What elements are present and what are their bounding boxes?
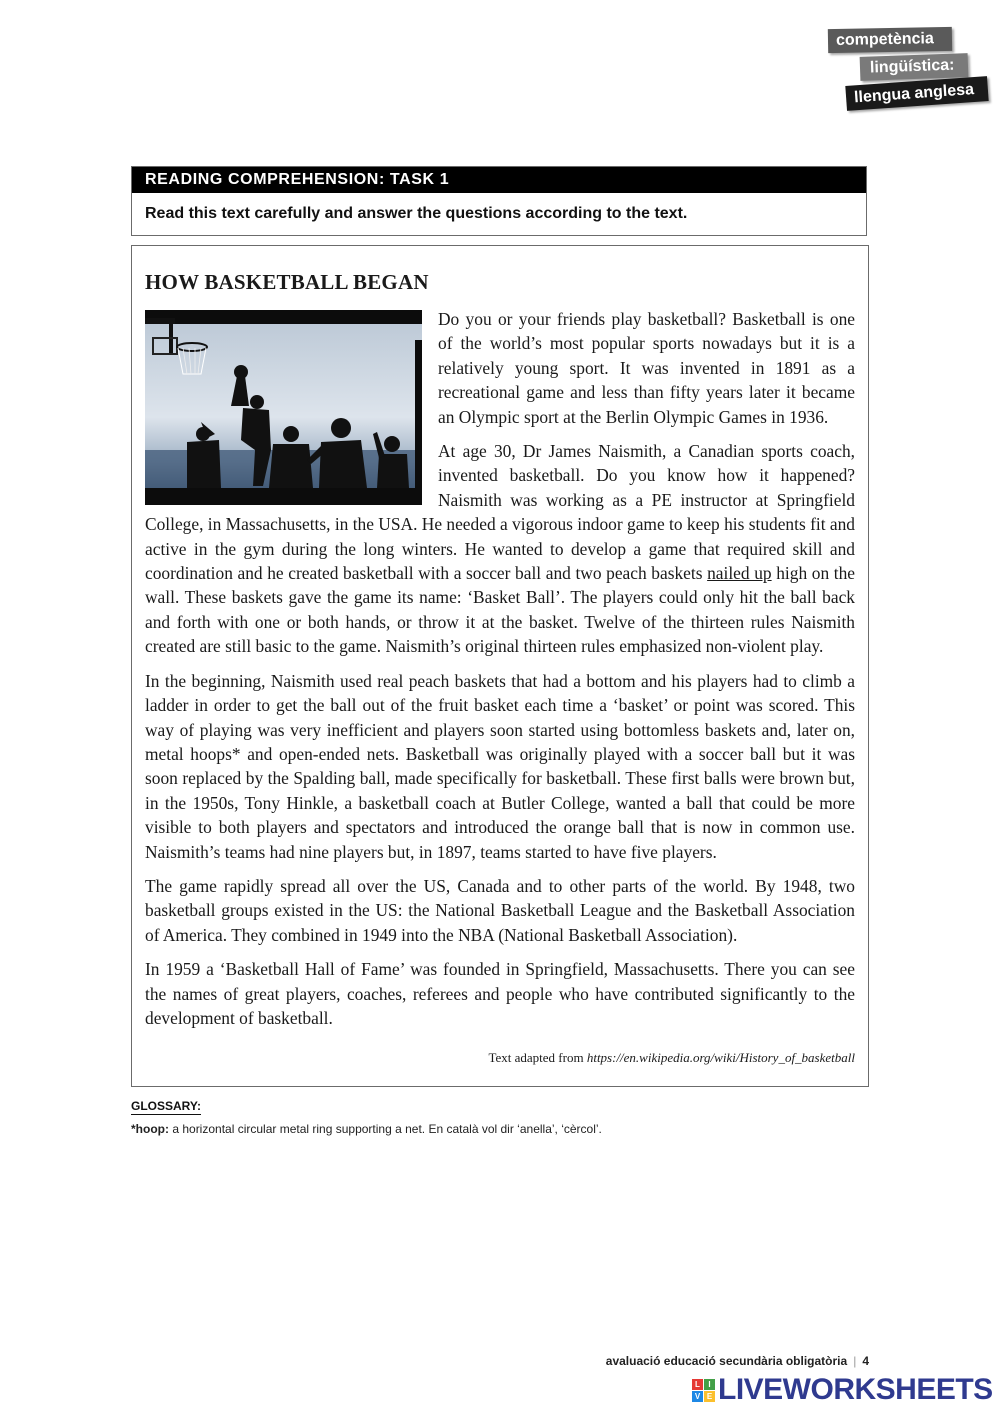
paragraph-1: Do you or your friends play basketball? Basketball is one of the world’s most popular sports nowadays but it is a relatively young sport. It was invented in 1891 as a recreational game and less than fifty years later it became an Olympic sport at the Berlin Olympic Games in 1936. bbox=[438, 309, 855, 427]
logo-letter-l: L bbox=[692, 1379, 703, 1390]
underlined-phrase: nailed up bbox=[707, 563, 772, 584]
footer-separator: | bbox=[853, 1354, 857, 1368]
source-url: https://en.wikipedia.org/wiki/History_of_basketball bbox=[586, 1050, 855, 1066]
logo-letter-e: E bbox=[704, 1391, 715, 1402]
footer-label: avaluació educació secundària obligatòria bbox=[605, 1354, 848, 1368]
sticker-llengua-anglesa: llengua anglesa bbox=[845, 76, 988, 111]
task-title: READING COMPREHENSION: TASK 1 bbox=[132, 167, 866, 193]
reading-text-box bbox=[131, 245, 869, 1087]
glossary-item bbox=[131, 1122, 602, 1136]
logo-letter-v: V bbox=[692, 1391, 703, 1402]
paragraph-4: The game rapidly spread all over the US, Canada and to other parts of the world. By 1948, two basketball groups existed in the US: the National Basketball League and the Basketball Association of America. They combined in 1949 into the NBA (National Basketball Association). bbox=[145, 875, 855, 945]
task-instruction: Read this text carefully and answer the questions according to the text. bbox=[145, 205, 688, 222]
task-header bbox=[131, 166, 867, 236]
paragraph-5: In 1959 a ‘Basketball Hall of Fame’ was founded in Springfield, Massachusetts. There you can see the names of great players, coaches, referees and people who have contributed significantly to the development of basketball. bbox=[145, 959, 855, 1028]
glossary-definition: a horizontal circular metal ring supporting a net. En català vol dir ‘anella’, ‘cèrcol’. bbox=[169, 1122, 602, 1136]
sticker-linguistica: lingüística: bbox=[860, 53, 969, 81]
glossary-heading: GLOSSARY: bbox=[131, 1099, 202, 1113]
sticker-competencia: competència bbox=[828, 27, 952, 53]
source-citation bbox=[145, 1050, 855, 1066]
glossary-term: *hoop: bbox=[131, 1122, 169, 1136]
article-title: HOW BASKETBALL BEGAN bbox=[145, 270, 429, 294]
page-footer bbox=[606, 1354, 869, 1368]
source-prefix: Text adapted from bbox=[488, 1050, 587, 1066]
paragraph-3: In the beginning, Naismith used real peach baskets that had a bottom and his players had to climb a ladder in order to get the ball out of the fruit basket each time a ‘basket’ or point was scored. This way of playing was very inefficient and players soon started using bottomless baskets and, later on, metal hoops* and open-ended nets. Basketball was originally played with a soccer ball but it was soon replaced by the Spalding ball, made specifically for basketball. These first balls were brown but, in the 1950s, Tony Hinkle, a basketball coach at Butler College, wanted a ball that could be more visible to both players and spectators and introduced the orange ball that is now in common use. Naismith’s teams had nine players but, in 1897, teams started to have five players. bbox=[145, 670, 855, 862]
liveworksheets-icon bbox=[692, 1379, 715, 1402]
logo-letter-i: I bbox=[704, 1379, 715, 1390]
liveworksheets-wordmark: LIVEWORKSHEETS bbox=[718, 1373, 993, 1406]
liveworksheets-logo bbox=[692, 1374, 993, 1406]
paragraph-2-part-1: At age 30, Dr James Naismith, a Canadian sports coach, invented basketball. Do you know how it happened? Naismith was working as a PE instructor at Springfield College, in Massachusetts, in the USA. He needed a vigorous indoor game to keep his students fit and active in the gym during the long winters. He wanted to develop a game that required skill and coordination and he created basketball with a soccer ball and two peach baskets bbox=[145, 441, 855, 584]
paragraph-2-part-2: high on the wall. These baskets gave the game its name: ‘Basket Ball’. The players could only hit the ball back and forth with one or both hands, or throw it at the basket. Twelve of the thirteen rules Naismith created are still basic to the game. Naismith’s original thirteen rules emphasized non-violent play. bbox=[145, 563, 855, 657]
page-number: 4 bbox=[862, 1354, 869, 1368]
basketball-silhouette-photo bbox=[145, 310, 422, 505]
